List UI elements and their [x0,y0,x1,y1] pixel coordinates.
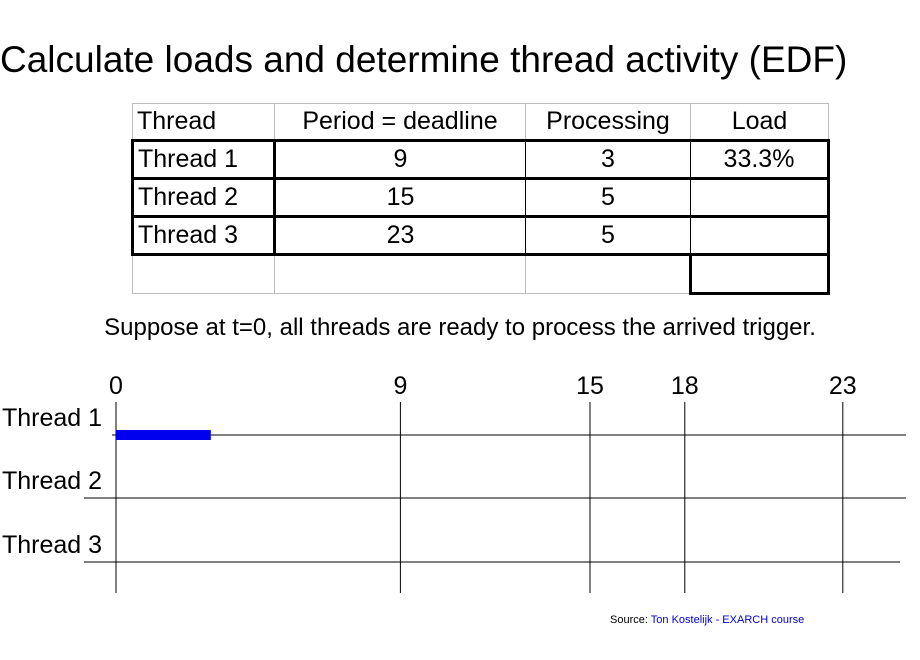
table-row [133,141,829,179]
table-cell: 5 [526,179,691,217]
table-cell: 23 [275,217,526,255]
time-tick-label: 23 [828,372,857,400]
thread-activity-bar [116,430,211,440]
table-header-row [133,104,829,141]
source-label: Source: [610,614,648,626]
table-cell: 15 [275,179,526,217]
table-row [133,255,829,294]
table-cell: 5 [526,217,691,255]
table-cell [691,217,829,255]
time-tick-label: 9 [393,372,408,400]
header-cell: Processing [526,104,691,141]
scenario-note: Suppose at t=0, all threads are ready to process the arrived trigger. [104,314,816,341]
thread-row-label: Thread 1 [2,404,103,432]
header-cell: Period = deadline [275,104,526,141]
load-table [131,103,830,295]
table-cell [526,255,691,294]
slide-title: Calculate loads and determine thread activity (EDF) [0,39,848,80]
header-cell: Load [691,104,829,141]
table-cell: Thread 2 [133,179,275,217]
table-row [133,179,829,217]
source-link[interactable]: Ton Kostelijk - EXARCH course [650,614,805,626]
time-tick-label: 18 [670,372,699,400]
table-cell [691,179,829,217]
header-cell: Thread [133,104,275,141]
table-cell: Thread 1 [133,141,275,179]
table-cell [133,255,275,294]
table-cell [275,255,526,294]
thread-row-label: Thread 3 [2,531,103,559]
source-credit [610,614,804,626]
table-cell: 3 [526,141,691,179]
table-cell [691,255,829,294]
thread-timeline [0,360,920,600]
time-tick-label: 0 [109,372,123,400]
table-cell: Thread 3 [133,217,275,255]
table-cell: 33.3% [691,141,829,179]
time-tick-label: 15 [576,372,604,400]
table-cell: 9 [275,141,526,179]
table-row [133,217,829,255]
thread-row-label: Thread 2 [2,467,103,495]
